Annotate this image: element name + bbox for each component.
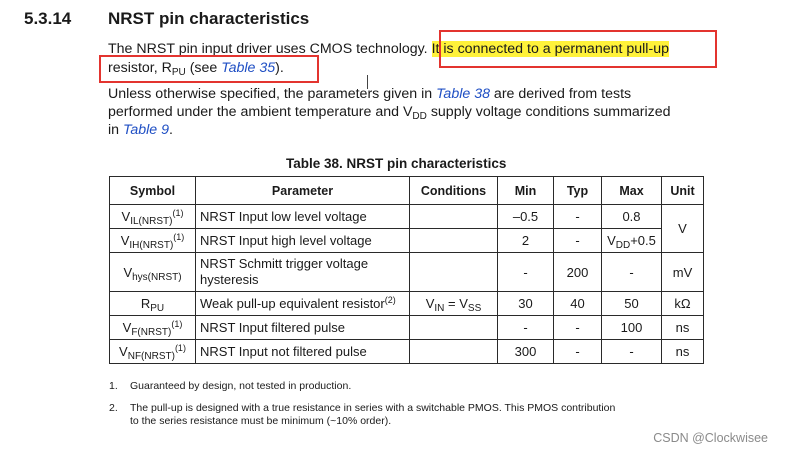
parameter-line-1: NRST Schmitt trigger voltage	[200, 256, 369, 271]
symbol-letter: V	[122, 320, 132, 335]
section-number: 5.3.14	[24, 9, 72, 28]
symbol-cell	[110, 253, 196, 292]
typ-cell: -	[554, 205, 602, 229]
max-cell: 100	[602, 316, 662, 340]
typ-cell: -	[554, 229, 602, 253]
table-9-link[interactable]: Table 9	[122, 122, 170, 138]
max-cell	[602, 229, 662, 253]
cond-letter: V	[425, 296, 435, 311]
parameter-cell	[196, 253, 410, 292]
para2-line-1	[108, 85, 631, 103]
conditions-cell	[410, 253, 498, 292]
footnote-number: 1.	[109, 380, 118, 392]
symbol-subscript: F(NRST)	[131, 327, 172, 338]
symbol-cell	[110, 292, 196, 316]
header-parameter: Parameter	[196, 177, 410, 205]
max-cell: -	[602, 340, 662, 364]
para2-text-e: in	[108, 122, 123, 138]
conditions-cell	[410, 229, 498, 253]
symbol-letter: R	[140, 296, 151, 311]
min-cell: 300	[498, 340, 554, 364]
min-cell: 2	[498, 229, 554, 253]
typ-cell: 200	[554, 253, 602, 292]
symbol-subscript: IL(NRST)	[130, 216, 173, 227]
para2-text: Unless otherwise specified, the parameters given in	[108, 86, 437, 102]
cond-equals: = V	[444, 296, 468, 311]
table-row	[110, 316, 704, 340]
parameter-cell	[196, 292, 410, 316]
typ-cell: -	[554, 340, 602, 364]
para2-line-2	[108, 103, 671, 121]
conditions-cell	[410, 316, 498, 340]
annotation-box-pullup	[439, 30, 717, 68]
symbol-letter: V	[123, 264, 133, 280]
footnote-text: Guaranteed by design, not tested in production.	[130, 380, 352, 392]
symbol-cell	[110, 316, 196, 340]
header-max: Max	[602, 177, 662, 205]
rpu-subscript: PU	[171, 67, 186, 78]
footnote-text-continued: to the series resistance must be minimum (~10% order).	[130, 415, 392, 427]
parameter-cell: NRST Input low level voltage	[196, 205, 410, 229]
unit-cell: mV	[662, 253, 704, 292]
header-typ: Typ	[554, 177, 602, 205]
parameter-cell: NRST Input filtered pulse	[196, 316, 410, 340]
max-suffix: +0.5	[630, 233, 656, 248]
footnote-ref: (1)	[171, 319, 183, 329]
symbol-cell	[110, 205, 196, 229]
symbol-letter: V	[121, 209, 131, 224]
unit-cell: ns	[662, 340, 704, 364]
symbol-letter: V	[119, 344, 128, 359]
symbol-subscript: PU	[150, 303, 165, 314]
para2-line-3	[108, 121, 173, 139]
unit-cell-merged: V	[662, 205, 704, 253]
footnote-ref: (1)	[172, 208, 184, 218]
unit-cell: ns	[662, 316, 704, 340]
min-cell: 30	[498, 292, 554, 316]
header-unit: Unit	[662, 177, 704, 205]
footnote-ref: (1)	[173, 232, 185, 242]
table-row	[110, 292, 704, 316]
footnote-ref: (1)	[174, 343, 186, 353]
para2-text-f: .	[169, 122, 173, 138]
symbol-letter: V	[120, 233, 130, 248]
conditions-cell	[410, 340, 498, 364]
cond-subscript: IN	[434, 303, 445, 314]
typ-cell: -	[554, 316, 602, 340]
nrst-characteristics-table	[109, 176, 704, 364]
parameter-cell: NRST Input not filtered pulse	[196, 340, 410, 364]
symbol-subscript: IH(NRST)	[129, 240, 174, 251]
conditions-cell	[410, 205, 498, 229]
table-header-row	[110, 177, 704, 205]
footnote-text: The pull-up is designed with a true resistance in series with a switchable PMOS. This PMOS contribution	[130, 402, 616, 414]
intro-text-3: (see	[185, 60, 222, 76]
table-38-link[interactable]: Table 38	[436, 86, 490, 102]
min-cell: –0.5	[498, 205, 554, 229]
max-cell: 0.8	[602, 205, 662, 229]
highlighted-text: It is connected to a permanent pull-up	[431, 41, 669, 57]
intro-text-4: ).	[275, 60, 284, 76]
cond-subscript-2: SS	[467, 303, 482, 314]
annotation-box-resistor	[99, 55, 319, 83]
parameter-line-2: hysteresis	[200, 272, 259, 287]
table-caption: Table 38. NRST pin characteristics	[286, 156, 507, 171]
parameter-text: Weak pull-up equivalent resistor	[200, 296, 385, 311]
para2-text-b: are derived from tests	[489, 86, 632, 102]
symbol-subscript: NF(NRST)	[127, 351, 175, 362]
footnote-number: 2.	[109, 402, 118, 414]
max-cell: -	[602, 253, 662, 292]
section-title: NRST pin characteristics	[108, 9, 310, 28]
typ-cell: 40	[554, 292, 602, 316]
para2-text-d: supply voltage conditions summarized	[426, 104, 671, 120]
header-conditions: Conditions	[410, 177, 498, 205]
para2-text-c: performed under the ambient temperature and V	[108, 104, 413, 120]
csdn-watermark: CSDN @Clockwisee	[653, 431, 768, 445]
table-35-link[interactable]: Table 35	[221, 60, 276, 76]
conditions-cell	[410, 292, 498, 316]
table-row	[110, 205, 704, 229]
footnote-ref: (2)	[384, 295, 396, 305]
intro-text: The NRST pin input driver uses CMOS technology.	[108, 41, 428, 57]
parameter-cell: NRST Input high level voltage	[196, 229, 410, 253]
max-cell: 50	[602, 292, 662, 316]
symbol-cell	[110, 229, 196, 253]
min-cell: -	[498, 253, 554, 292]
unit-cell: kΩ	[662, 292, 704, 316]
header-symbol: Symbol	[110, 177, 196, 205]
intro-text-2: resistor, R	[108, 60, 172, 76]
max-letter: V	[607, 233, 616, 248]
header-min: Min	[498, 177, 554, 205]
table-row	[110, 340, 704, 364]
symbol-subscript: hys(NRST)	[132, 271, 182, 283]
table-row	[110, 229, 704, 253]
symbol-cell	[110, 340, 196, 364]
max-subscript: DD	[615, 240, 631, 251]
vdd-subscript: DD	[412, 111, 427, 122]
table-row	[110, 253, 704, 292]
min-cell: -	[498, 316, 554, 340]
